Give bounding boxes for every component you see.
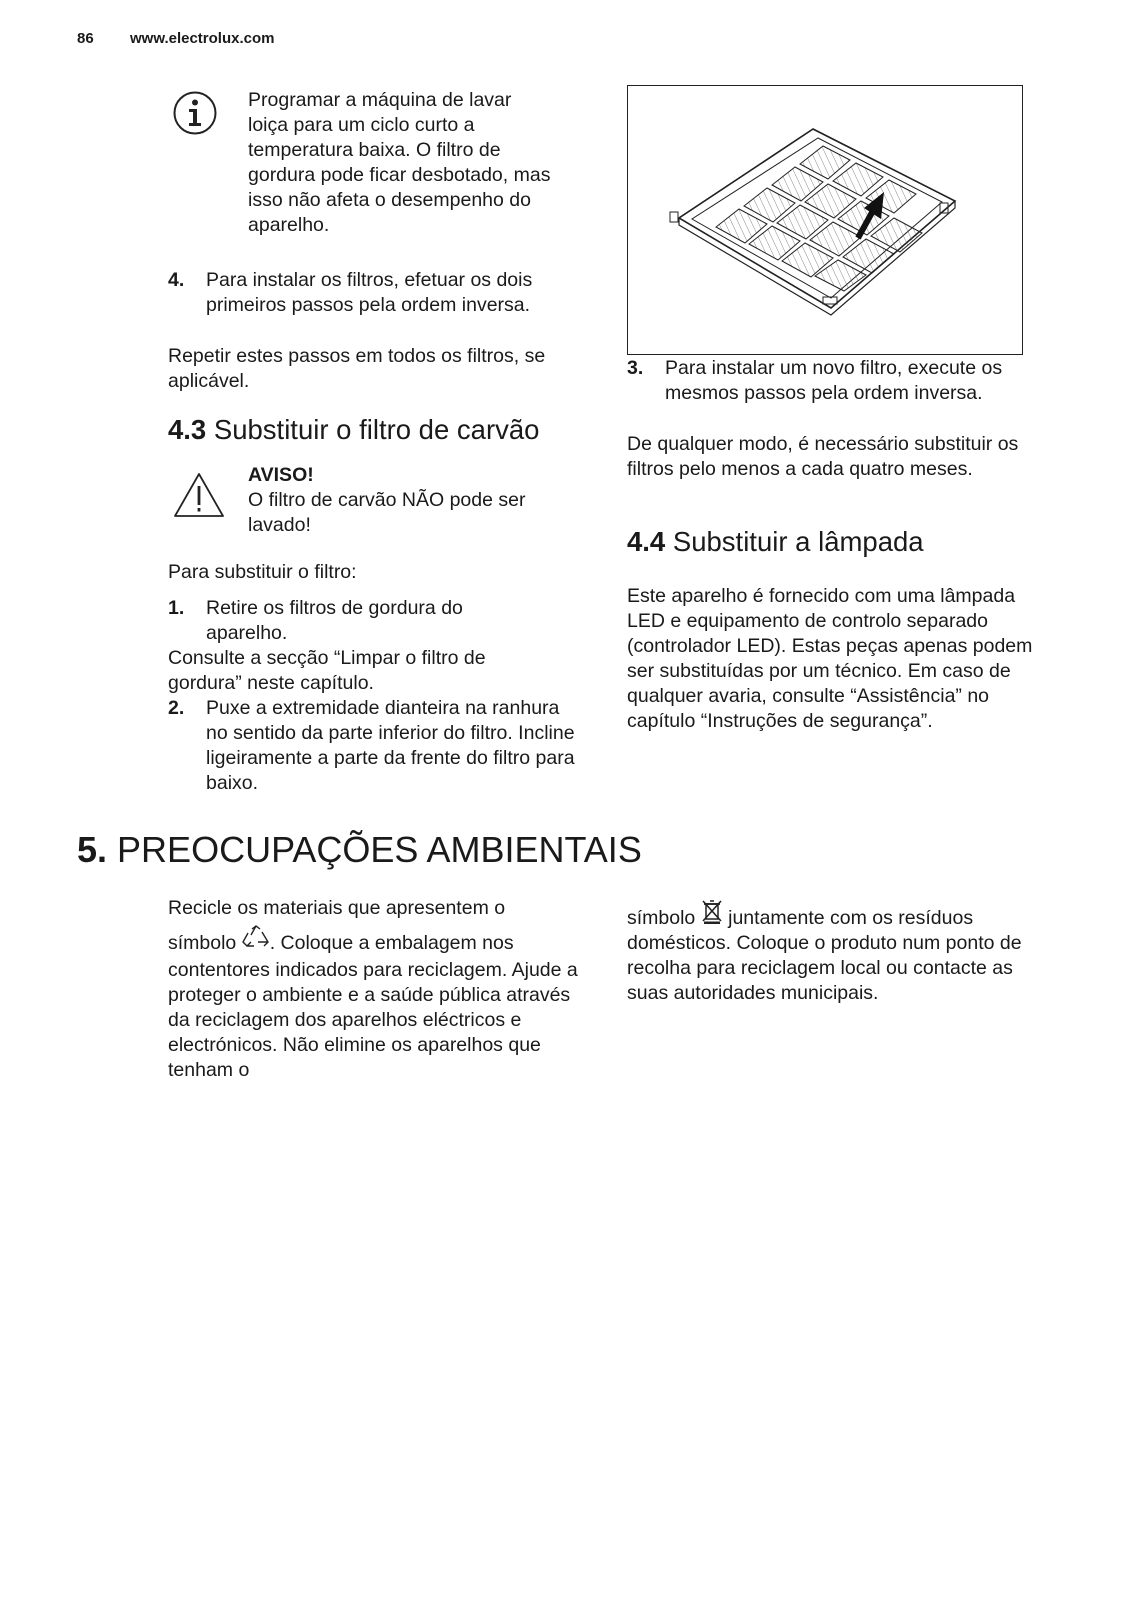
section-4-4-title: Substituir a lâmpada — [672, 526, 924, 557]
env-left-rest: contentores indicados para reciclagem. Ajude a proteger o ambiente e a saúde pública através da reciclagem dos aparelhos eléctricos e electrónicos. Não elimine os aparelhos que tenham o — [168, 959, 578, 1081]
warning-title: AVISO! — [248, 464, 314, 486]
env-right-line1 — [627, 898, 1052, 931]
warning-triangle-icon — [172, 471, 226, 519]
step-4-text: Para instalar os filtros, efetuar os dois primeiros passos pela ordem inversa. — [206, 269, 533, 316]
env-left-line2 — [168, 925, 588, 958]
section-4-4-number: 4.4 — [627, 526, 666, 557]
charcoal-filter-illustration — [627, 85, 1023, 355]
section-4-3-heading — [168, 414, 539, 446]
section-5-number: 5. — [77, 829, 108, 870]
step-1-number: 1. — [168, 597, 185, 619]
page-number: 86 — [77, 30, 94, 47]
step-1-note: Consulte a secção “Limpar o filtro de gordura” neste capítulo. — [168, 647, 486, 694]
step-2-text: Puxe a extremidade dianteira na ranhura no sentido da parte inferior do filtro. Incline ligeiramente a parte da frente do filtro para baixo. — [206, 697, 575, 794]
warning-block — [248, 463, 568, 538]
crossed-bin-icon — [701, 898, 723, 931]
env-left-symbol-word: símbolo — [168, 932, 237, 954]
section-4-4-heading — [627, 526, 924, 558]
step-3-number: 3. — [627, 357, 644, 379]
section-5-title: PREOCUPAÇÕES AMBIENTAIS — [117, 829, 642, 870]
section-5-heading — [77, 829, 642, 871]
warning-text: O filtro de carvão NÃO pode ser lavado! — [248, 489, 526, 536]
step-2-number: 2. — [168, 697, 185, 719]
env-right-text — [627, 898, 1052, 1006]
step-3-text: Para instalar um novo filtro, execute os mesmos passos pela ordem inversa. — [665, 357, 1003, 404]
website-url: www.electrolux.com — [130, 30, 275, 47]
lamp-text: Este aparelho é fornecido com uma lâmpada LED e equipamento de controlo separado (controlador LED). Estas peças apenas podem ser substituídas por um técnico. Em caso de qualquer avaria, consulte “Assistência” no capítulo “Instruções de segurança”. — [627, 585, 1033, 732]
recycle-icon — [242, 925, 270, 958]
env-left-text — [168, 896, 588, 1083]
repeat-text: Repetir estes passos em todos os filtros, se aplicável. — [168, 345, 546, 392]
replace-intro: Para substituir o filtro: — [168, 561, 357, 583]
env-right-symbol-word: símbolo — [627, 907, 696, 929]
section-4-3-title: Substituir o filtro de carvão — [213, 414, 540, 445]
env-left-line1: Recicle os materiais que apresentem o — [168, 897, 506, 919]
info-icon — [172, 90, 218, 136]
step-4-number: 4. — [168, 269, 185, 291]
section-4-3-number: 4.3 — [168, 414, 207, 445]
info-note-text: Programar a máquina de lavar loiça para um ciclo curto a temperatura baixa. O filtro de gordura pode ficar desbotado, mas isso não afeta o desempenho do aparelho. — [248, 89, 551, 236]
env-left-line2-rest: . Coloque a embalagem nos — [269, 932, 514, 954]
step-1-text: Retire os filtros de gordura do aparelho. — [206, 597, 463, 644]
step-3-note: De qualquer modo, é necessário substituir os filtros pelo menos a cada quatro meses. — [627, 433, 1019, 480]
env-right-line1-rest: juntamente com os resíduos — [728, 907, 974, 929]
env-right-rest: domésticos. Coloque o produto num ponto de recolha para reciclagem local ou contacte as suas autoridades municipais. — [627, 932, 1022, 1004]
